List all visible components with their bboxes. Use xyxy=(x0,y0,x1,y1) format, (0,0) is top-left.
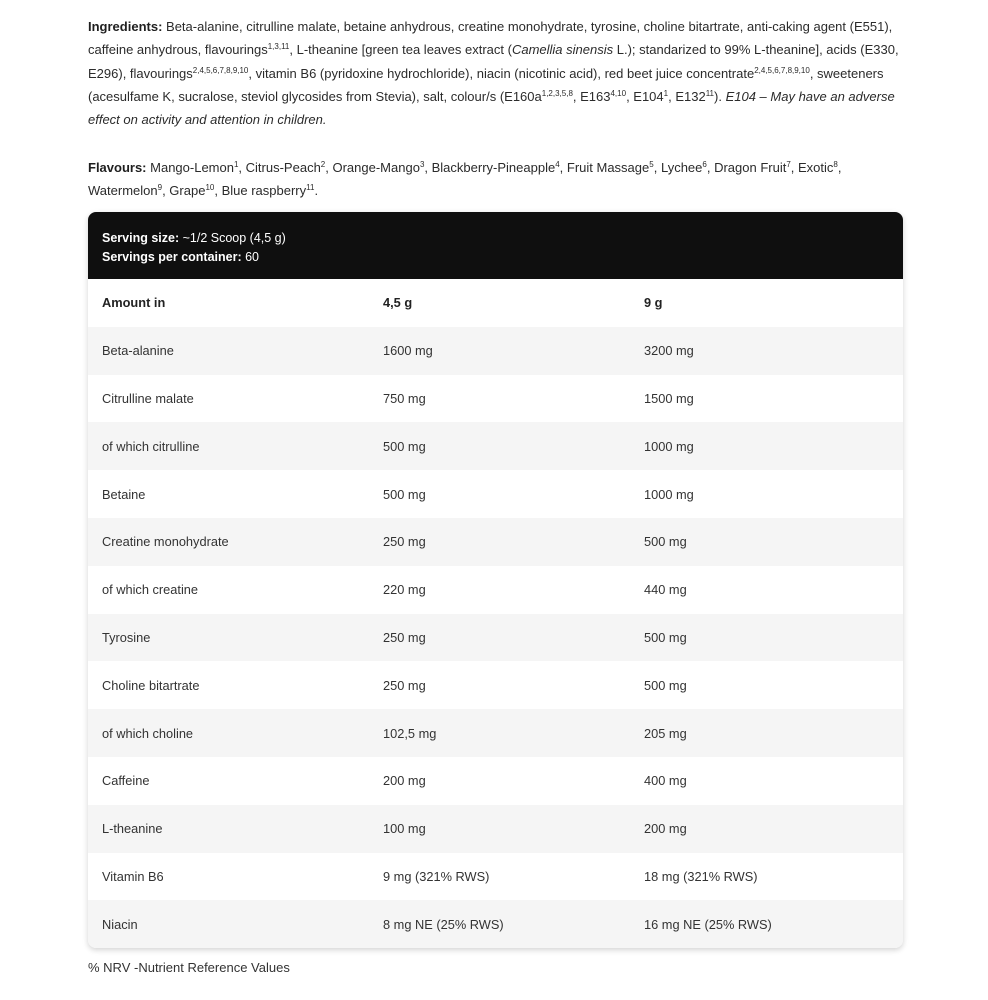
flavour-list xyxy=(88,160,842,198)
flavour-item: Citrus-Peach xyxy=(245,160,321,175)
amount-cell: 1000 mg xyxy=(630,470,903,518)
serving-info-header xyxy=(88,212,903,279)
amount-cell: 250 mg xyxy=(369,614,630,662)
table-row xyxy=(88,853,903,901)
amount-cell: 500 mg xyxy=(369,470,630,518)
amount-cell: 8 mg NE (25% RWS) xyxy=(369,900,630,948)
nutrient-name-cell: Tyrosine xyxy=(88,614,369,662)
separator: , xyxy=(162,183,170,199)
nutrient-name-cell: of which creatine xyxy=(88,566,369,614)
flavour-item: Orange-Mango xyxy=(332,160,420,175)
footnote-ref: 11 xyxy=(705,88,715,98)
table-row xyxy=(88,661,903,709)
ingredients-label: Ingredients: xyxy=(88,19,163,34)
amount-cell: 500 mg xyxy=(630,661,903,709)
flavours-label: Flavours: xyxy=(88,160,147,175)
nutrient-name-cell: of which choline xyxy=(88,709,369,757)
amount-cell: 16 mg NE (25% RWS) xyxy=(630,900,903,948)
separator: , xyxy=(214,183,222,199)
header-cell: 4,5 g xyxy=(369,279,630,327)
nutrient-name-cell: Caffeine xyxy=(88,757,369,805)
flavour-item: Lychee xyxy=(660,160,703,175)
nutrient-name-cell: Creatine monohydrate xyxy=(88,518,369,566)
footnote-ref: 7 xyxy=(786,160,791,169)
footnote-ref: 9 xyxy=(157,183,163,193)
flavour-item: Blue raspberry xyxy=(221,183,307,199)
table-row xyxy=(88,518,903,566)
amount-cell: 500 mg xyxy=(630,518,903,566)
separator: . xyxy=(314,183,319,199)
nutrient-name-cell: of which citrulline xyxy=(88,422,369,470)
footnote-ref: 2,4,5,6,7,8,9,10 xyxy=(754,65,810,75)
flavour-item: Grape xyxy=(169,183,206,199)
amount-cell: 18 mg (321% RWS) xyxy=(630,853,903,901)
ingredients-text: L.); standarized to 99% L-theanine], acids (E330, E296), flavourings xyxy=(88,42,899,81)
footnote-ref: 1,3,11 xyxy=(267,42,290,52)
nutrient-name-cell: Beta-alanine xyxy=(88,327,369,375)
amount-cell: 200 mg xyxy=(369,757,630,805)
amount-cell: 100 mg xyxy=(369,805,630,853)
separator: , xyxy=(790,160,799,175)
ingredients-text: , E132 xyxy=(668,88,706,104)
servings-per-container xyxy=(102,248,889,267)
separator: , xyxy=(238,160,246,175)
ingredients-paragraph xyxy=(88,15,903,131)
separator: , xyxy=(325,160,333,175)
nutrient-name-cell: Choline bitartrate xyxy=(88,661,369,709)
table-row xyxy=(88,422,903,470)
ingredients-text: , E163 xyxy=(572,88,611,104)
table-row xyxy=(88,614,903,662)
ingredients-text: , L-theanine [green tea leaves extract ( xyxy=(289,42,512,58)
table-row xyxy=(88,757,903,805)
amount-cell: 1000 mg xyxy=(630,422,903,470)
table-row xyxy=(88,900,903,948)
footnote-ref: 1,2,3,5,8 xyxy=(541,88,573,98)
footnote-ref: 2,4,5,6,7,8,9,10 xyxy=(192,65,249,75)
amount-cell: 500 mg xyxy=(369,422,630,470)
servings-per-container-value: 60 xyxy=(241,250,260,264)
separator: , xyxy=(559,160,567,175)
header-cell: Amount in xyxy=(88,279,369,327)
footnote-ref: 11 xyxy=(306,183,315,193)
amount-cell: 205 mg xyxy=(630,709,903,757)
serving-size-label: Serving size: xyxy=(102,231,180,245)
table-row xyxy=(88,375,903,423)
flavours-paragraph xyxy=(88,156,903,203)
footnote-ref: 4,10 xyxy=(610,88,627,98)
nutrition-table-card xyxy=(88,212,903,948)
footnote-ref: 6 xyxy=(702,160,707,169)
ingredients-text: Beta-alanine, citrulline malate, betaine anhydrous, creatine monohydrate, tyrosine, choline bitartrate, anti-caking agent (E551), caffeine anhydrous, flavourings xyxy=(88,19,893,58)
nrv-footnote: % NRV -Nutrient Reference Values xyxy=(88,960,290,975)
ingredients-text: ). xyxy=(714,88,726,104)
ingredients-text: , E104 xyxy=(626,88,664,104)
amount-cell: 400 mg xyxy=(630,757,903,805)
table-row xyxy=(88,470,903,518)
ingredients-latin-name: Camellia sinensis xyxy=(511,42,614,58)
table-row xyxy=(88,805,903,853)
nutrient-name-cell: Niacin xyxy=(88,900,369,948)
amount-cell: 250 mg xyxy=(369,661,630,709)
amount-cell: 102,5 mg xyxy=(369,709,630,757)
servings-per-container-label: Servings per container: xyxy=(102,250,242,264)
footnote-ref: 4 xyxy=(555,160,560,169)
flavour-item: Dragon Fruit xyxy=(714,160,787,175)
ingredients-text: , sweeteners (acesulfame K, sucralose, steviol glycosides from Stevia), salt, colour/s (E160a xyxy=(88,65,884,104)
flavour-item: Blackberry-Pineapple xyxy=(431,160,556,175)
serving-size-value: ~1/2 Scoop (4,5 g) xyxy=(179,231,286,245)
header-cell: 9 g xyxy=(630,279,903,327)
footnote-ref: 2 xyxy=(320,160,326,169)
nutrient-name-cell: Citrulline malate xyxy=(88,375,369,423)
flavour-item: Fruit Massage xyxy=(566,160,650,175)
footnote-ref: 3 xyxy=(419,160,425,169)
table-row xyxy=(88,709,903,757)
amount-cell: 1500 mg xyxy=(630,375,903,423)
nutrition-table xyxy=(88,279,903,948)
amount-cell: 1600 mg xyxy=(369,327,630,375)
nutrient-name-cell: L-theanine xyxy=(88,805,369,853)
nutrient-name-cell: Vitamin B6 xyxy=(88,853,369,901)
amount-cell: 500 mg xyxy=(630,614,903,662)
footnote-ref: 1 xyxy=(663,88,669,98)
e104-warning: E104 – May have an adverse effect on activity and attention in children. xyxy=(88,88,895,128)
separator: , xyxy=(837,160,842,175)
flavour-item: Watermelon xyxy=(88,183,158,199)
footnote-ref: 5 xyxy=(649,160,654,169)
footnote-ref: 8 xyxy=(833,160,838,169)
amount-cell: 200 mg xyxy=(630,805,903,853)
serving-size xyxy=(102,229,889,248)
ingredients-text: , vitamin B6 (pyridoxine hydrochloride), niacin (nicotinic acid), red beet juice concentrate xyxy=(248,65,755,81)
footnote-ref: 10 xyxy=(205,183,215,193)
table-row xyxy=(88,566,903,614)
amount-cell: 220 mg xyxy=(369,566,630,614)
amount-cell: 250 mg xyxy=(369,518,630,566)
footnote-ref: 1 xyxy=(233,160,239,169)
flavour-item: Exotic xyxy=(798,160,834,175)
amount-cell: 440 mg xyxy=(630,566,903,614)
separator: , xyxy=(653,160,661,175)
amount-cell: 9 mg (321% RWS) xyxy=(369,853,630,901)
table-row xyxy=(88,327,903,375)
table-header-row xyxy=(88,279,903,327)
separator: , xyxy=(424,160,432,175)
amount-cell: 750 mg xyxy=(369,375,630,423)
nutrient-name-cell: Betaine xyxy=(88,470,369,518)
separator: , xyxy=(706,160,715,175)
amount-cell: 3200 mg xyxy=(630,327,903,375)
flavour-item: Mango-Lemon xyxy=(150,160,234,175)
